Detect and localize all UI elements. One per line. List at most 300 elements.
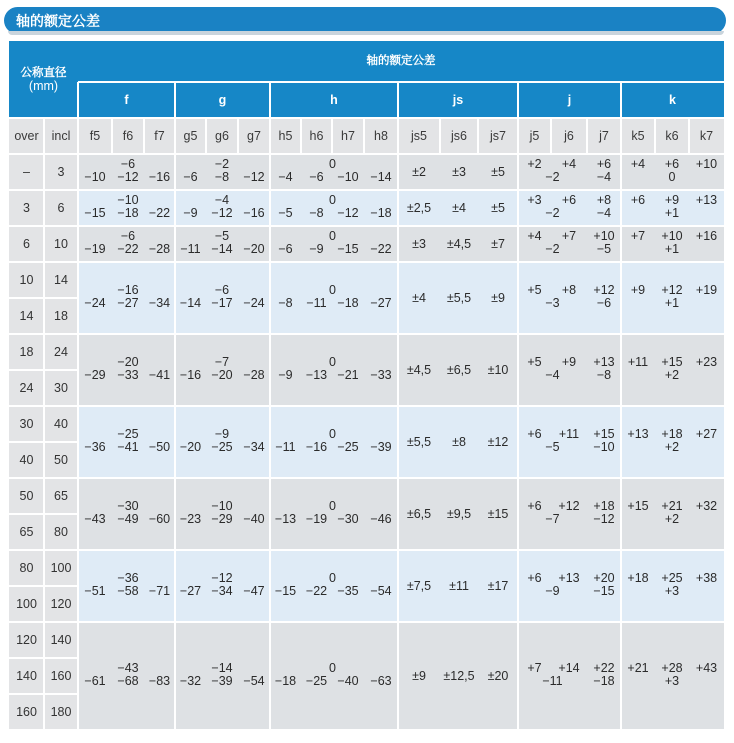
h-lower: −30: [337, 512, 359, 526]
k-lower: +1: [664, 296, 680, 310]
k-upper: +9: [664, 193, 680, 207]
grid-line: [620, 82, 622, 734]
grid-line: [9, 549, 724, 551]
j-upper: +2: [527, 157, 542, 171]
h-lower: −63: [370, 674, 392, 688]
js-value: ±10: [487, 363, 509, 377]
h-lower: −22: [370, 242, 392, 256]
k-upper: +38: [695, 571, 718, 585]
f-lower: −28: [148, 242, 171, 256]
k-upper: +7: [630, 229, 646, 243]
grid-line: [9, 189, 724, 191]
h-lower: −19: [305, 512, 328, 526]
g-upper: −9: [214, 427, 230, 441]
column-header-j6: j6: [551, 118, 587, 154]
js-value: ±7,5: [406, 579, 432, 593]
j-upper: +6: [527, 571, 542, 585]
j-upper: +6: [596, 157, 612, 171]
js-value: ±3: [412, 237, 426, 251]
g-lower: −17: [211, 296, 233, 310]
grid-line: [9, 621, 724, 623]
k-upper: +6: [630, 193, 646, 207]
grid-line: [269, 82, 271, 734]
column-header-g5: g5: [175, 118, 206, 154]
range-over: 30: [9, 406, 44, 442]
h-lower: −4: [278, 170, 293, 184]
j-upper: +9: [561, 355, 577, 369]
k-upper: +13: [695, 193, 718, 207]
range-over: 160: [9, 694, 44, 730]
grid-line: [586, 118, 588, 154]
grid-line: [9, 585, 78, 587]
grid-line: [205, 118, 207, 154]
grid-line: [9, 513, 78, 515]
g-lower: −11: [180, 242, 201, 256]
h-lower: −6: [309, 170, 324, 184]
j-upper: +22: [593, 661, 615, 675]
f-upper: −30: [117, 499, 139, 513]
f-lower: −12: [117, 170, 139, 184]
g-lower: −25: [211, 440, 233, 454]
h-lower: −12: [337, 206, 359, 220]
h-upper: 0: [329, 193, 336, 207]
grid-line: [77, 118, 79, 154]
grid-line: [300, 118, 302, 154]
js-value: ±3: [452, 165, 466, 179]
js-value: ±5: [491, 201, 505, 215]
g-lower: −34: [243, 440, 265, 454]
grid-line: [9, 477, 724, 479]
k-upper: +18: [627, 571, 649, 585]
j-lower: −9: [545, 584, 560, 598]
grid-line: [9, 369, 78, 371]
range-incl: 160: [44, 658, 78, 694]
h-lower: −27: [370, 296, 392, 310]
h-lower: −11: [275, 440, 296, 454]
range-incl: 24: [44, 334, 78, 370]
f-lower: −41: [148, 368, 171, 382]
k-upper: +23: [695, 355, 718, 369]
f-lower: −60: [148, 512, 171, 526]
range-incl: 14: [44, 262, 78, 298]
group-header-f: f: [78, 82, 175, 118]
k-upper: +4: [630, 157, 646, 171]
g-lower: −20: [211, 368, 233, 382]
k-upper: +28: [661, 661, 683, 675]
k-upper: +15: [627, 499, 649, 513]
f-lower: −24: [84, 296, 106, 310]
grid-line: [9, 225, 724, 227]
range-over: 100: [9, 586, 44, 622]
j-lower: −3: [545, 296, 560, 310]
k-upper: +12: [661, 283, 683, 297]
j-lower: −2: [545, 170, 560, 184]
k-upper: +25: [661, 571, 683, 585]
f-upper: −6: [120, 157, 136, 171]
range-over: 10: [9, 262, 44, 298]
h-lower: −14: [370, 170, 392, 184]
g-upper: −10: [211, 499, 233, 513]
grid-line: [9, 117, 724, 119]
k-upper: +6: [664, 157, 680, 171]
j-lower: −4: [596, 206, 612, 220]
j-upper: +6: [527, 499, 542, 513]
grid-line: [477, 118, 479, 154]
group-header-k: k: [621, 82, 724, 118]
j-lower: −5: [596, 242, 612, 256]
range-incl: 6: [44, 190, 78, 226]
g-upper: −12: [211, 571, 233, 585]
range-incl: 80: [44, 514, 78, 550]
grid-line: [9, 297, 78, 299]
grid-line: [517, 82, 519, 734]
grid-line: [397, 82, 399, 734]
grid-line: [688, 118, 690, 154]
js-value: ±9,5: [446, 507, 472, 521]
j-upper: +6: [561, 193, 577, 207]
range-over: 14: [9, 298, 44, 334]
group-header-j: j: [518, 82, 621, 118]
j-lower: −18: [593, 674, 615, 688]
grid-line: [654, 118, 656, 154]
f-lower: −18: [117, 206, 139, 220]
j-upper: +18: [593, 499, 615, 513]
js-value: ±4: [412, 291, 426, 305]
h-lower: −9: [309, 242, 324, 256]
column-header-k5: k5: [621, 118, 655, 154]
column-header-js5: js5: [398, 118, 440, 154]
js-value: ±20: [487, 669, 509, 683]
j-lower: −6: [596, 296, 612, 310]
j-lower: −7: [545, 512, 560, 526]
js-value: ±8: [452, 435, 466, 449]
k-upper: +21: [661, 499, 683, 513]
f-lower: −34: [148, 296, 171, 310]
range-over: 24: [9, 370, 44, 406]
g-lower: −32: [179, 674, 202, 688]
g-lower: −14: [179, 296, 202, 310]
f-lower: −16: [148, 170, 171, 184]
h-upper: 0: [329, 283, 336, 297]
range-incl: 100: [44, 550, 78, 586]
js-value: ±4,5: [446, 237, 472, 251]
g-lower: −54: [243, 674, 265, 688]
h-lower: −16: [305, 440, 328, 454]
k-upper: +18: [661, 427, 683, 441]
range-incl: 40: [44, 406, 78, 442]
h-lower: −33: [370, 368, 392, 382]
grid-line: [517, 118, 519, 154]
f-lower: −19: [84, 242, 106, 256]
js-value: ±17: [487, 579, 509, 593]
grid-line: [78, 81, 724, 83]
h-lower: −46: [370, 512, 392, 526]
h-upper: 0: [329, 427, 336, 441]
h-lower: −25: [337, 440, 359, 454]
range-over: 6: [9, 226, 44, 262]
h-upper: 0: [329, 355, 336, 369]
column-header-f7: f7: [144, 118, 175, 154]
js-value: ±6,5: [406, 507, 432, 521]
grid-line: [9, 729, 724, 731]
h-lower: −15: [337, 242, 359, 256]
f-lower: −43: [84, 512, 106, 526]
tolerance-header: 轴的额定公差: [78, 41, 724, 82]
column-header-j5: j5: [518, 118, 551, 154]
range-over: 18: [9, 334, 44, 370]
group-header-h: h: [270, 82, 398, 118]
f-upper: −10: [117, 193, 139, 207]
g-lower: −12: [211, 206, 233, 220]
grid-line: [9, 333, 724, 335]
diameter-unit: (mm): [28, 78, 59, 93]
grid-line: [77, 82, 79, 734]
h-lower: −18: [370, 206, 392, 220]
k-lower: +3: [664, 584, 680, 598]
range-incl: 50: [44, 442, 78, 478]
k-lower: +2: [664, 440, 680, 454]
j-upper: +7: [561, 229, 577, 243]
j-upper: +8: [596, 193, 612, 207]
f-lower: −36: [84, 440, 106, 454]
range-incl: 30: [44, 370, 78, 406]
h-lower: −13: [305, 368, 328, 382]
f-lower: −27: [117, 296, 139, 310]
g-lower: −20: [179, 440, 202, 454]
column-header-h6: h6: [301, 118, 332, 154]
k-upper: +13: [627, 427, 649, 441]
f-lower: −61: [84, 674, 106, 688]
g-lower: −27: [179, 584, 202, 598]
j-upper: +15: [593, 427, 615, 441]
column-header-js6: js6: [440, 118, 478, 154]
grid-line: [9, 441, 78, 443]
f-upper: −43: [117, 661, 139, 675]
j-upper: +6: [527, 427, 542, 441]
diameter-header: [9, 41, 78, 118]
f-lower: −10: [84, 170, 106, 184]
range-over: 50: [9, 478, 44, 514]
group-header-g: g: [175, 82, 270, 118]
j-upper: +12: [558, 499, 580, 513]
g-upper: −7: [214, 355, 230, 369]
grid-line: [43, 118, 45, 734]
k-lower: +2: [664, 368, 680, 382]
g-upper: −5: [214, 229, 230, 243]
g-lower: −6: [183, 170, 198, 184]
h-lower: −21: [337, 368, 359, 382]
h-lower: −22: [305, 584, 328, 598]
f-upper: −36: [117, 571, 139, 585]
g-upper: −4: [214, 193, 230, 207]
f-lower: −22: [117, 242, 139, 256]
f-lower: −83: [148, 674, 171, 688]
f-lower: −51: [84, 584, 106, 598]
column-header-j7: j7: [587, 118, 621, 154]
j-lower: −8: [596, 368, 612, 382]
grid-line: [111, 118, 113, 154]
h-lower: −11: [306, 296, 327, 310]
f-lower: −33: [117, 368, 139, 382]
j-lower: −2: [545, 242, 560, 256]
page-title: 轴的额定公差: [16, 13, 100, 29]
grid-line: [331, 118, 333, 154]
h-lower: −6: [278, 242, 293, 256]
js-value: ±5: [491, 165, 505, 179]
k-upper: +19: [695, 283, 718, 297]
g-lower: −23: [179, 512, 202, 526]
incl-header: incl: [44, 118, 78, 154]
g-lower: −12: [243, 170, 265, 184]
h-lower: −25: [305, 674, 328, 688]
range-over: 80: [9, 550, 44, 586]
f-upper: −25: [117, 427, 139, 441]
column-header-f5: f5: [78, 118, 112, 154]
group-header-js: js: [398, 82, 518, 118]
grid-line: [550, 118, 552, 154]
h-lower: −10: [337, 170, 359, 184]
h-lower: −18: [274, 674, 297, 688]
k-upper: +27: [695, 427, 718, 441]
k-upper: +10: [695, 157, 718, 171]
j-upper: +8: [561, 283, 577, 297]
f-upper: −6: [120, 229, 136, 243]
h-upper: 0: [329, 229, 336, 243]
j-lower: −11: [542, 674, 563, 688]
j-upper: +5: [527, 355, 542, 369]
range-over: 140: [9, 658, 44, 694]
range-over: 40: [9, 442, 44, 478]
js-value: ±9: [491, 291, 505, 305]
grid-line: [397, 118, 399, 154]
range-incl: 10: [44, 226, 78, 262]
f-lower: −71: [148, 584, 171, 598]
g-lower: −28: [243, 368, 265, 382]
grid-line: [363, 118, 365, 154]
js-value: ±7: [491, 237, 505, 251]
range-over: 120: [9, 622, 44, 658]
h-upper: 0: [329, 157, 336, 171]
grid-line: [9, 693, 78, 695]
range-incl: 120: [44, 586, 78, 622]
grid-line: [9, 261, 724, 263]
k-lower: +2: [664, 512, 680, 526]
f-lower: −29: [84, 368, 106, 382]
g-lower: −16: [243, 206, 265, 220]
j-upper: +7: [527, 661, 542, 675]
js-value: ±5,5: [406, 435, 432, 449]
grid-line: [143, 118, 145, 154]
over-header: over: [9, 118, 44, 154]
grid-line: [9, 657, 78, 659]
j-upper: +11: [558, 427, 580, 441]
grid-line: [174, 118, 176, 154]
js-value: ±4,5: [406, 363, 432, 377]
j-lower: −5: [545, 440, 560, 454]
j-upper: +3: [527, 193, 542, 207]
range-over: –: [9, 154, 44, 190]
h-lower: −13: [274, 512, 297, 526]
k-upper: +15: [661, 355, 683, 369]
j-upper: +4: [527, 229, 542, 243]
j-upper: +10: [593, 229, 615, 243]
js-value: ±15: [487, 507, 509, 521]
k-lower: +1: [664, 206, 680, 220]
f-lower: −41: [117, 440, 139, 454]
column-header-g7: g7: [238, 118, 270, 154]
f-lower: −50: [148, 440, 171, 454]
grid-line: [269, 118, 271, 154]
j-upper: +14: [558, 661, 580, 675]
column-header-k7: k7: [689, 118, 724, 154]
g-lower: −29: [211, 512, 233, 526]
grid-line: [237, 118, 239, 154]
js-value: ±2: [412, 165, 426, 179]
k-upper: +43: [695, 661, 718, 675]
range-incl: 140: [44, 622, 78, 658]
range-incl: 180: [44, 694, 78, 730]
h-lower: −54: [370, 584, 392, 598]
grid-line: [9, 153, 724, 155]
j-lower: −12: [593, 512, 615, 526]
grid-line: [439, 118, 441, 154]
k-lower: +1: [664, 242, 680, 256]
h-upper: 0: [329, 661, 336, 675]
grid-line: [620, 118, 622, 154]
title-shadow: [8, 31, 724, 35]
f-upper: −16: [117, 283, 139, 297]
h-lower: −8: [309, 206, 324, 220]
title-bar: [4, 7, 726, 34]
h-lower: −9: [278, 368, 293, 382]
h-upper: 0: [329, 499, 336, 513]
f-lower: −58: [117, 584, 139, 598]
j-lower: −4: [596, 170, 612, 184]
column-header-h7: h7: [332, 118, 364, 154]
js-value: ±11: [449, 579, 469, 593]
f-upper: −20: [117, 355, 139, 369]
range-incl: 3: [44, 154, 78, 190]
h-lower: −35: [337, 584, 359, 598]
g-lower: −24: [243, 296, 265, 310]
k-lower: 0: [668, 170, 676, 184]
j-upper: +20: [593, 571, 615, 585]
grid-line: [9, 405, 724, 407]
js-value: ±12: [487, 435, 509, 449]
j-lower: −4: [545, 368, 560, 382]
range-over: 3: [9, 190, 44, 226]
j-upper: +4: [561, 157, 577, 171]
h-lower: −40: [337, 674, 359, 688]
g-lower: −20: [243, 242, 265, 256]
g-lower: −16: [179, 368, 202, 382]
h-lower: −18: [337, 296, 359, 310]
column-header-js7: js7: [478, 118, 518, 154]
k-lower: +3: [664, 674, 680, 688]
k-upper: +16: [695, 229, 718, 243]
g-lower: −14: [211, 242, 233, 256]
range-over: 65: [9, 514, 44, 550]
g-lower: −9: [183, 206, 198, 220]
k-upper: +11: [627, 355, 649, 369]
h-lower: −8: [278, 296, 293, 310]
tolerance-table: [9, 41, 724, 734]
column-header-f6: f6: [112, 118, 144, 154]
k-upper: +9: [630, 283, 646, 297]
h-lower: −15: [274, 584, 297, 598]
f-lower: −49: [117, 512, 139, 526]
g-lower: −39: [211, 674, 233, 688]
